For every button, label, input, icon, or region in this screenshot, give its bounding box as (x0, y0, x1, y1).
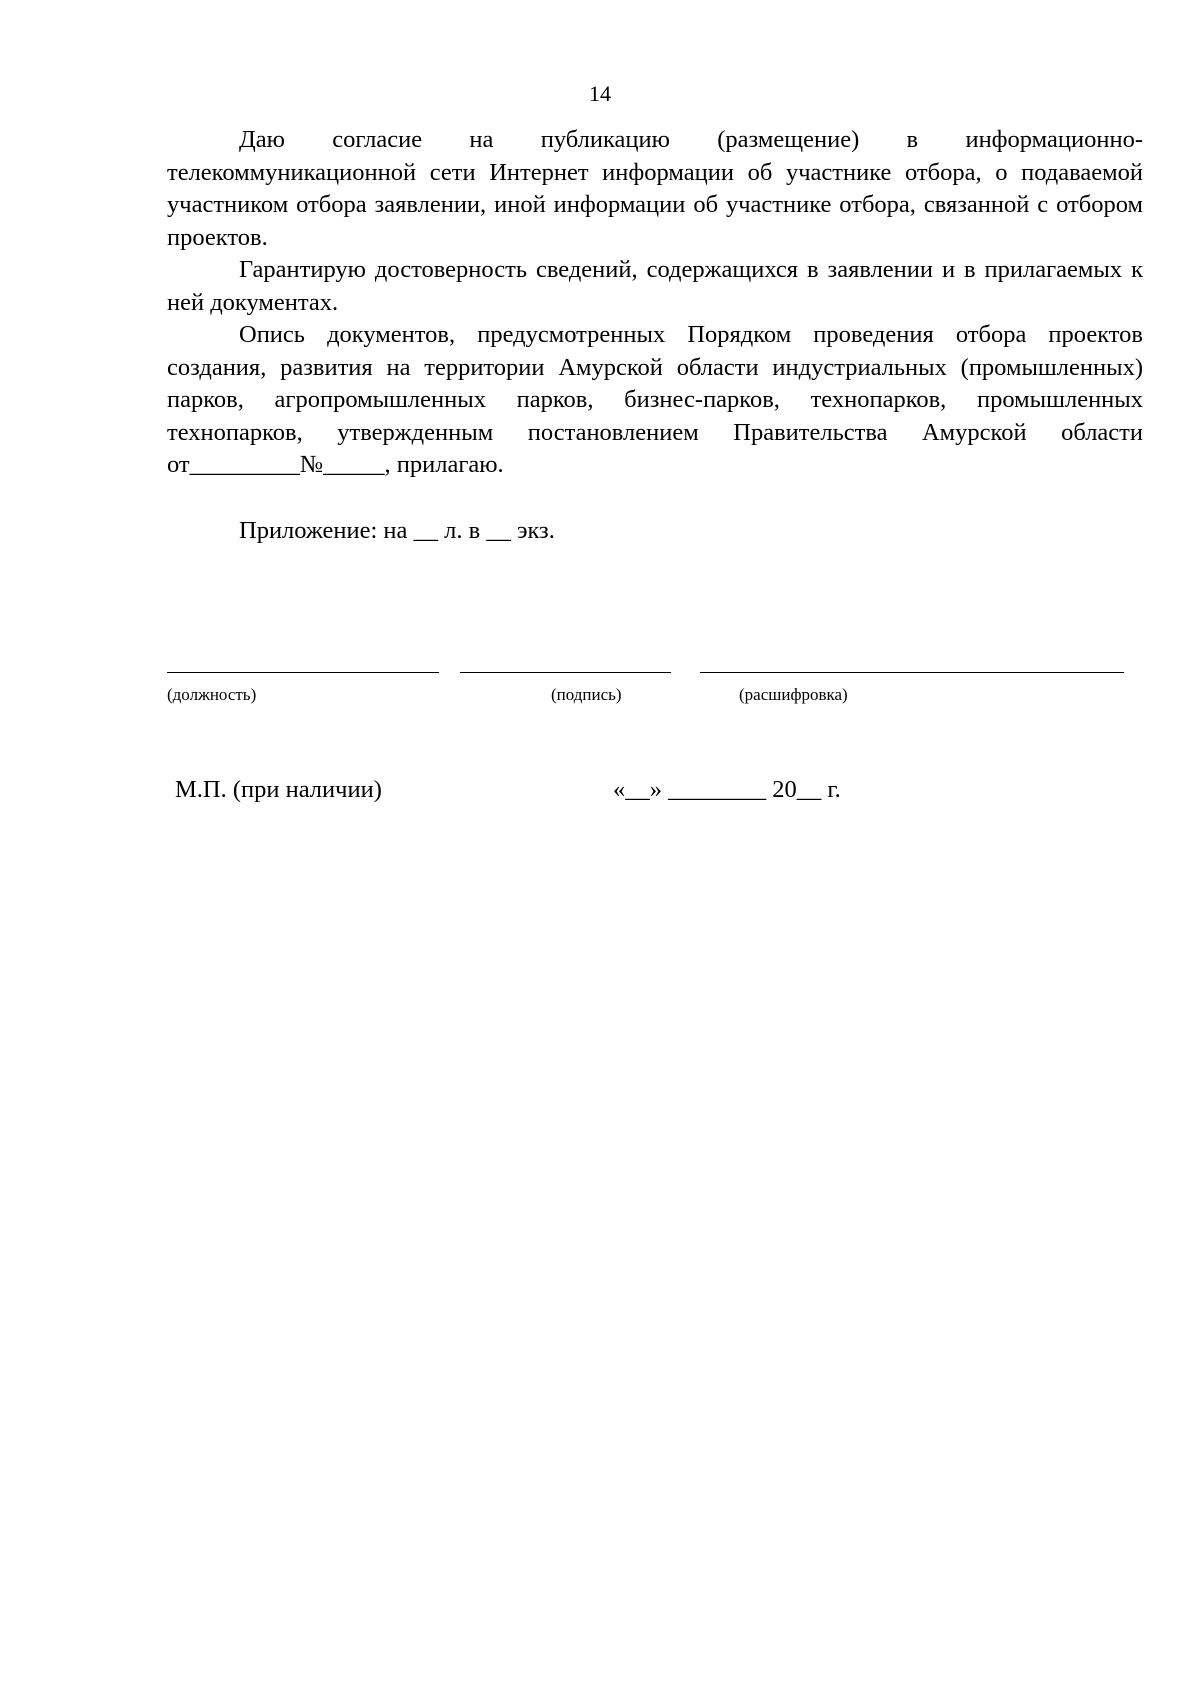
date-placeholder: «__» ________ 20__ г. (613, 776, 841, 803)
page-number: 14 (589, 81, 611, 106)
seal-placeholder: М.П. (при наличии) (175, 776, 382, 803)
consent-paragraph: Даю согласие на публикацию (размещение) в информационно-телекоммуникационной сети Интернет информации об участнике отбора, о подаваемой участником отбора заявлении, иной информации об участнике отбора, связанной с отбором проектов. (167, 126, 1143, 251)
decoding-signature-line (700, 672, 1124, 673)
inventory-paragraph: Опись документов, предусмотренных Порядком проведения отбора проектов создания, развития на территории Амурской области индустриальных (промышленных) парков, агропромышленных парков, бизнес-парков, технопарков, промышленных технопарков, утвержденным постановлением Правительства Амурской области от_________№_____, прилагаю. (167, 321, 1143, 478)
attachment-line: Приложение: на __ л. в __ экз. (239, 517, 555, 544)
position-signature-line (167, 672, 439, 673)
signature-line (460, 672, 671, 673)
signature-caption: (подпись) (551, 685, 622, 704)
decoding-caption: (расшифровка) (739, 685, 848, 704)
document-body (167, 124, 1143, 482)
position-caption: (должность) (167, 685, 257, 704)
guarantee-paragraph: Гарантирую достоверность сведений, содержащихся в заявлении и в прилагаемых к ней документах. (167, 256, 1143, 316)
